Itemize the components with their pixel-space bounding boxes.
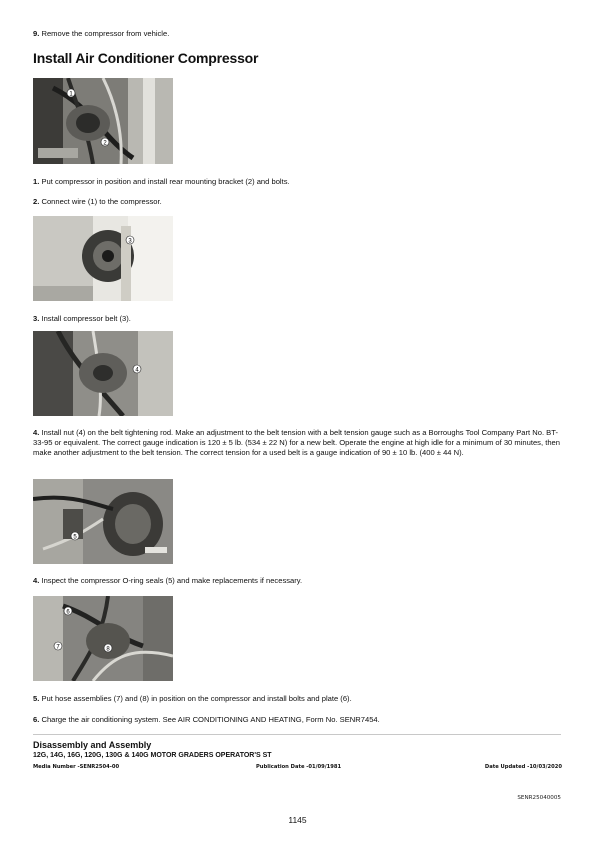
compressor-photo-4	[33, 479, 173, 564]
compressor-photo-3	[33, 331, 173, 416]
step-text: Put compressor in position and install rear mounting bracket (2) and bolts.	[39, 177, 290, 186]
callout-5	[71, 532, 79, 540]
svg-text:2: 2	[103, 140, 107, 147]
callout-6	[64, 607, 72, 615]
media-number: Media Number -SENR2504-00	[33, 764, 120, 770]
step-number: 1.	[33, 177, 40, 186]
document-id: SENR25040005	[517, 795, 561, 801]
step-2	[33, 197, 563, 207]
callout-1	[67, 89, 75, 97]
svg-text:1: 1	[69, 91, 73, 98]
svg-text:7: 7	[56, 644, 60, 651]
svg-text:8: 8	[106, 646, 110, 653]
step-number: 3.	[33, 314, 40, 323]
svg-text:3: 3	[128, 238, 132, 245]
svg-text:4: 4	[135, 367, 139, 374]
step-number: 2.	[33, 197, 40, 206]
step-number: 6.	[33, 715, 40, 724]
step-text: Inspect the compressor O-ring seals (5) and make replacements if necessary.	[39, 576, 303, 585]
step-number: 5.	[33, 694, 40, 703]
svg-text:6: 6	[66, 609, 70, 616]
step-text: Remove the compressor from vehicle.	[39, 29, 170, 38]
step-4-inspect-seals	[33, 576, 563, 586]
section-heading: Install Air Conditioner Compressor	[33, 50, 259, 66]
svg-text:5: 5	[73, 534, 77, 541]
step-number: 4.	[33, 576, 40, 585]
compressor-photo-2	[33, 216, 173, 301]
step-remove-compressor	[33, 29, 563, 39]
callout-7	[54, 642, 62, 650]
callout-4	[133, 365, 141, 373]
step-text: Install nut (4) on the belt tightening rod. Make an adjustment to the belt tension with a belt tension gauge such as a Borroughs Tool Company Part No. BT-33-95 or equivalent. The correct gauge indication is 120 ± 5 lb. (534 ± 22 N) for a new belt. Operate the engine at high idle for a minimum of 30 minutes, then make another adjustment to the belt tension. The correct tension for a used belt is a gauge indication of 90 ± 10 lb. (400 ± 44 N).	[33, 428, 560, 457]
step-number: 4.	[33, 428, 40, 437]
step-text: Charge the air conditioning system. See AIR CONDITIONING AND HEATING, Form No. SENR7454.	[39, 715, 380, 724]
step-5	[33, 694, 563, 704]
footer-title: Disassembly and Assembly	[33, 740, 152, 750]
callout-2	[101, 138, 109, 146]
page-number: 1145	[288, 815, 307, 825]
step-1	[33, 177, 563, 187]
step-number: 9.	[33, 29, 40, 38]
footer-subtitle: 12G, 14G, 16G, 120G, 130G & 140G MOTOR GRADERS OPERATOR'S ST	[33, 752, 272, 759]
footer-divider	[33, 734, 561, 735]
step-4-belt-tension	[33, 428, 563, 458]
step-6	[33, 715, 563, 725]
step-text: Put hose assemblies (7) and (8) in position on the compressor and install bolts and plate (6).	[39, 694, 352, 703]
step-text: Connect wire (1) to the compressor.	[39, 197, 162, 206]
date-updated: Date Updated -10/03/2020	[484, 764, 562, 770]
callout-8	[104, 644, 112, 652]
callout-3	[126, 236, 134, 244]
compressor-photo-1	[33, 78, 173, 164]
step-3	[33, 314, 563, 324]
publication-date: Publication Date -01/09/1981	[256, 764, 342, 770]
step-text: Install compressor belt (3).	[39, 314, 131, 323]
compressor-photo-5	[33, 596, 173, 681]
